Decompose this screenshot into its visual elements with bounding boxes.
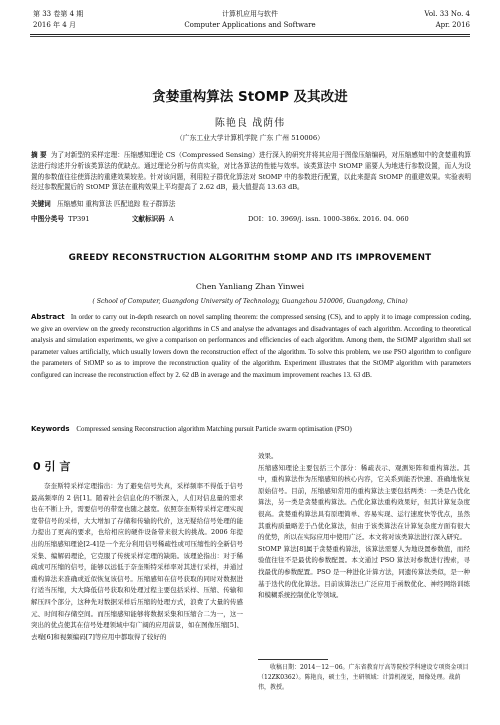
keywords-en-text: Compressed sensing Reconstruction algorithm Matching pursuit Particle swarm optimisation (PSO)	[76, 426, 352, 433]
footnote-rule	[258, 659, 328, 660]
abstract-cn-text: 为了对新型的采样定理：压缩感知理论 CS（Compressed Sensing）进行深入的研究并将其应用于图像压缩编码，对压缩感知中的贪婪重构算法进行综述并分析该类算法的优缺点。通过理论分析与仿真实验，对比各算法的性能与效率。该类算法中 StOMP 需要人为地进行参数设置，而人为设置的参数值往往使算法的重建效果较差。针对该问题，利用粒子群优化算法对 StOMP 中的参数进行配置，以此来提高 StOMP 的重建效果。实验表明经过参数配置后的 StOMP 算法在重构效果上平均提高了 2.62 dB，最大值提高 13.63 dB。	[31, 151, 472, 192]
abstract-en-label: Abstract	[31, 313, 65, 321]
keywords-en	[31, 424, 471, 436]
doi: DOI：10. 3969/j. issn. 1000-386x. 2016. 04. 060	[247, 215, 409, 223]
header-rule	[30, 34, 470, 35]
keywords-cn-label: 关键词	[31, 200, 51, 208]
section-0-title: 0 引 言	[33, 460, 71, 473]
abstract-en-text: In order to carry out in-depth research on novel sampling theorem: the compressed sensing (CS), and to apply it to image compression coding, we give an overview on the greedy reconstruction algorithms in CS and analyse the advantages and disadvantages of each algorithm. According to theoretical analysis and simulation experiments, we give a comparison on performances and efficiencies of each algorithm. Among them, the StOMP algorithm shall set parameter values artificially, which usually lowers down the reconstruction effect of the algorithm. To solve this problem, we use PSO algorithm to configure the parameters of StOMP so as to improve the reconstruction quality of the algorithm. Experiment illustrates that the StOMP algorithm with parameters configured can increase the reconstruction effect by 2. 62 dB in average and the maximum improvement reaches 13. 63 dB.	[31, 314, 472, 379]
abstract-cn-label: 摘 要	[31, 151, 47, 159]
title-en: GREEDY RECONSTRUCTION ALGORITHM StOMP AND ITS IMPROVEMENT	[68, 253, 432, 263]
doccode-label: 文献标识码	[131, 215, 165, 223]
footnote: 收稿日期：2014－12－06。广东省教育厅高等院校学科建设专项资金项目（12ZK0362）。陈艳良，硕士生，主研领域：计算机视觉，图像处理。战荫伟，教授。	[258, 664, 469, 691]
authors-en: Chen Yanliang Zhan Yinwei	[195, 282, 305, 291]
abstract-cn	[31, 150, 471, 193]
classification-line	[31, 214, 471, 225]
abstract-en	[31, 312, 471, 382]
clc-label: 中图分类号	[31, 215, 64, 223]
keywords-en-label: Keywords	[31, 425, 70, 433]
keywords-cn-text: 压缩感知 重构算法 匹配追踪 粒子群算法	[57, 200, 176, 208]
volume-cn: 第 33 卷第 4 期	[33, 10, 84, 18]
journal-en: Computer Applications and Software	[184, 21, 316, 29]
date-en: Apr. 2016	[435, 21, 470, 29]
doccode-value: A	[168, 215, 174, 223]
volume-en: Vol. 33 No. 4	[424, 10, 470, 18]
affiliation-en: ( School of Computer, Guangdong University of Technology, Guangzhou 510006, Guangdong, China)	[92, 298, 408, 305]
affiliation-cn: （广东工业大学计算机学院 广东 广州 510006）	[176, 134, 324, 142]
journal-cn: 计算机应用与软件	[222, 10, 278, 18]
left-column-text: 奈奎斯特采样定理指出：为了避免信号失真，采样频率不得低于信号最高频率的 2 倍[1]。随着社会信息化的不断深入，人们对信息量的需求也在不断上升，需要信号的带宽也随之越宽。依照奈奎斯特采样定理实现宽带信号的采样，大大增加了存储和传输的代价，这无疑给信号处理的能力提出了更高的要求，也给相应的硬件设备带来很大的挑战。2006 年提出的压缩感知理论[2-4]是一个充分利用信号稀疏性或可压缩性的全新信号采集、编解码理论，它克服了传统采样定理的缺陷。该理论指出：对于稀疏或可压缩的信号，能够以远低于奈奎斯特采样率对其进行采样，并通过重构算法来准确或近似恢复该信号。压缩感知在信号获取的同时对数据进行适当压缩，大大降低信号获取和处理过程主要包括采样、压缩、传输和解压四个部分，这种先对数据采样后压缩的处理方式，浪费了大量的传感元、时间和存储空间。而压缩感知能够将数据采集和压缩合二为一，这一突出的优点使其在信号处理领域中有广阔的应用前景，如在图像压缩[5]、去噪[6]和视频编码[7]等应用中都取得了较好的	[31, 482, 243, 641]
date-cn: 2016 年 4 月	[33, 21, 76, 29]
title-cn: 贪婪重构算法 StOMP 及其改进	[152, 89, 348, 105]
clc-value: TP391	[68, 215, 90, 223]
header-rule-2	[30, 36, 470, 37]
keywords-cn	[31, 199, 471, 210]
right-column-text: 效果。 压缩感知理论主要包括三个部分：稀疏表示、观测矩阵和重构算法。其中，重构算法作为压缩感知的核心内容，它关系到能否快速、准确地恢复原始信号。目前，压缩感知常用的重构算法主要包括两类：一类是凸优化算法，另一类是贪婪重构算法。凸优化算法重构效果好，但其计算复杂度很高。贪婪重构算法具有原理简单、容易实现、运行速度快等优点，虽然其重构质量略差于凸优化算法，但由于该类算法在计算复杂度方面有很大的优势，所以在实际应用中使用广泛。本文将对该类算法进行深入研究。 StOMP 算法[8]属于贪婪重构算法，该算法需要人为地设置参数值，而经验值往往不是最优的参数配置。本文通过 PSO 算法对参数进行搜索，寻找最优的参数配置。PSO 是一种进化计算方法，同遗传算法类似，是一种基于迭代的优化算法。目前该算法已广泛应用于函数优化、神经网络训练和模糊系统控制优化等领域。	[258, 452, 470, 600]
authors-cn: 陈艳良 战荫伟	[214, 118, 286, 129]
